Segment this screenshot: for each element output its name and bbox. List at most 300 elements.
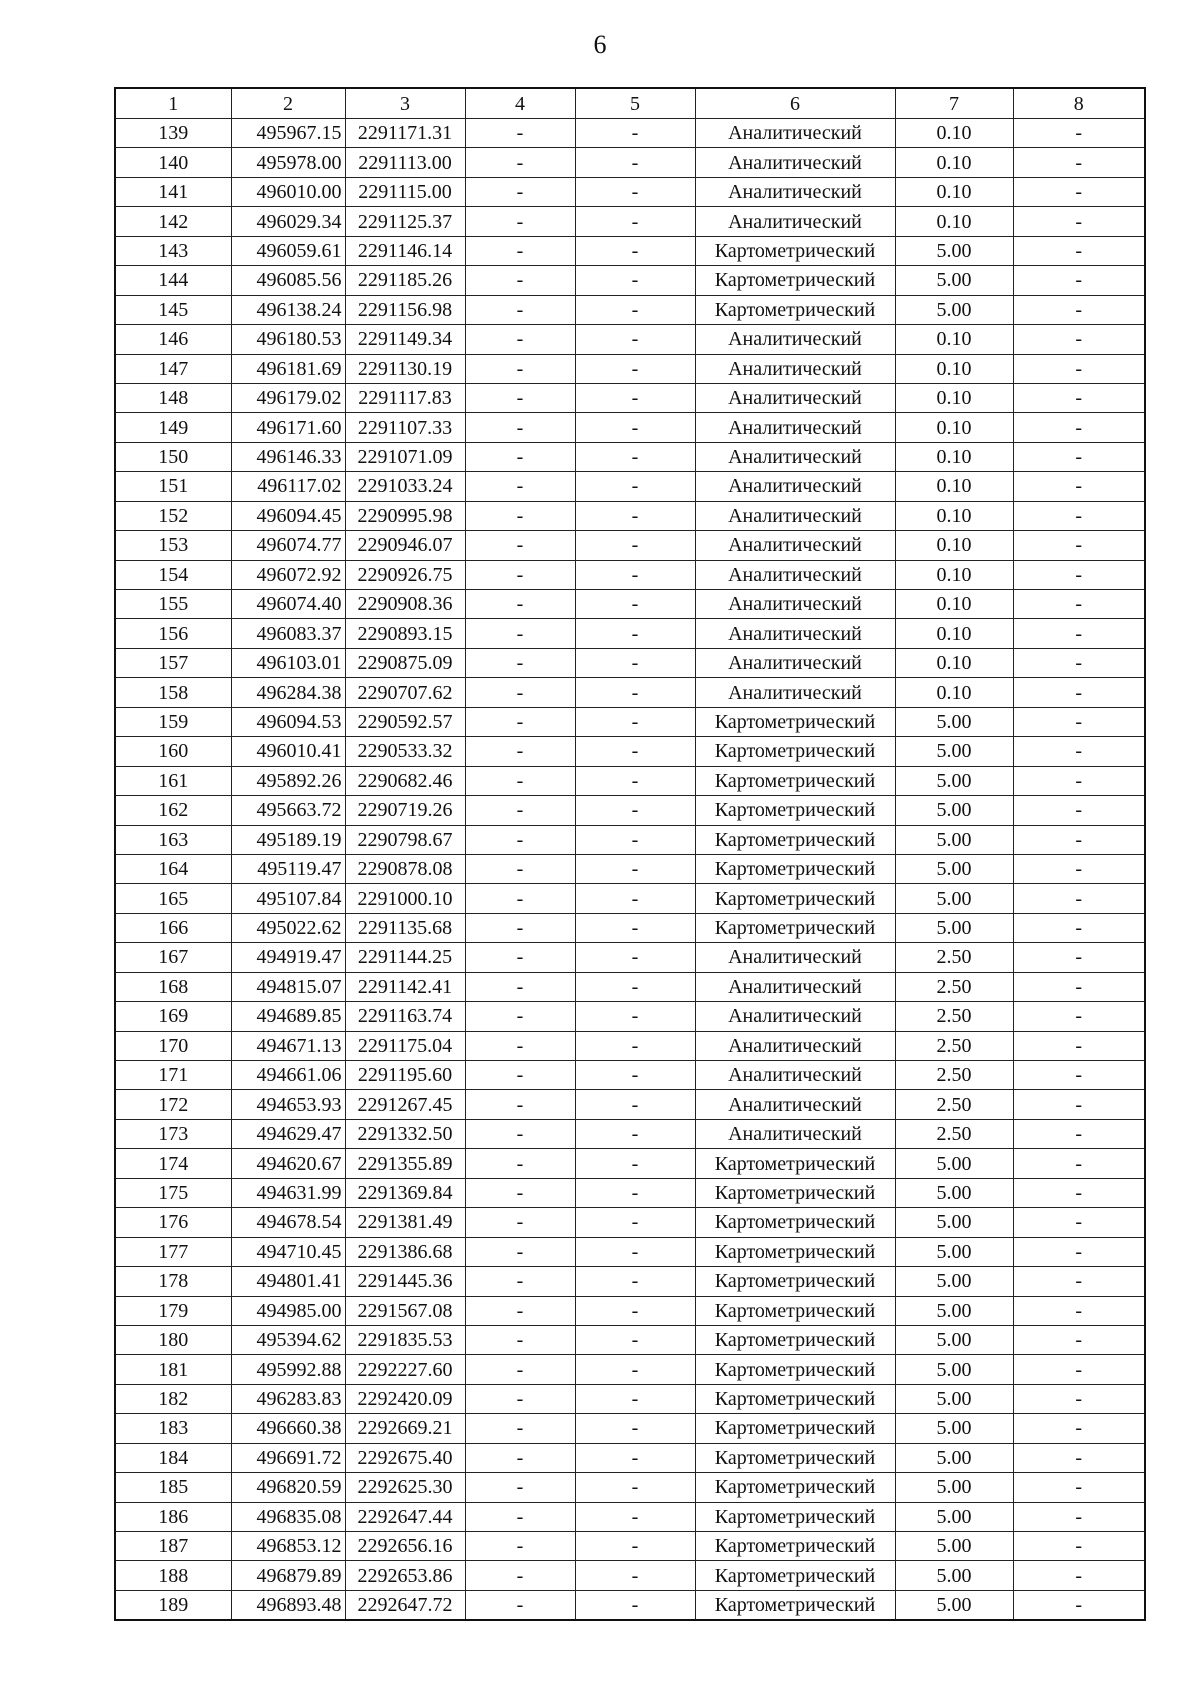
point-number-cell: 171	[115, 1061, 231, 1090]
column-5-cell: -	[575, 1561, 695, 1590]
x-coordinate-cell: 494671.13	[231, 1031, 345, 1060]
point-number-cell: 166	[115, 913, 231, 942]
x-coordinate-cell: 494801.41	[231, 1267, 345, 1296]
point-number-cell: 176	[115, 1208, 231, 1237]
column-5-cell: -	[575, 1296, 695, 1325]
y-coordinate-cell: 2290798.67	[345, 825, 465, 854]
table-row	[115, 472, 1145, 501]
table-row	[115, 884, 1145, 913]
method-cell: Аналитический	[695, 501, 895, 530]
point-number-cell: 168	[115, 972, 231, 1001]
column-5-cell: -	[575, 560, 695, 589]
header-row	[115, 88, 1145, 119]
method-cell: Аналитический	[695, 119, 895, 148]
accuracy-cell: 0.10	[895, 119, 1013, 148]
column-5-cell: -	[575, 1325, 695, 1354]
accuracy-cell: 0.10	[895, 207, 1013, 236]
x-coordinate-cell: 496074.40	[231, 590, 345, 619]
column-4-cell: -	[465, 737, 575, 766]
column-8-cell: -	[1013, 913, 1145, 942]
point-number-cell: 151	[115, 472, 231, 501]
point-number-cell: 139	[115, 119, 231, 148]
column-8-cell: -	[1013, 177, 1145, 206]
column-8-cell: -	[1013, 796, 1145, 825]
y-coordinate-cell: 2290893.15	[345, 619, 465, 648]
y-coordinate-cell: 2290533.32	[345, 737, 465, 766]
method-cell: Картометрический	[695, 1502, 895, 1531]
x-coordinate-cell: 495967.15	[231, 119, 345, 148]
column-4-cell: -	[465, 119, 575, 148]
table-row	[115, 1208, 1145, 1237]
y-coordinate-cell: 2292647.72	[345, 1590, 465, 1620]
column-4-cell: -	[465, 207, 575, 236]
y-coordinate-cell: 2291267.45	[345, 1090, 465, 1119]
column-5-cell: -	[575, 766, 695, 795]
y-coordinate-cell: 2291171.31	[345, 119, 465, 148]
method-cell: Картометрический	[695, 1384, 895, 1413]
method-cell: Картометрический	[695, 266, 895, 295]
point-number-cell: 173	[115, 1119, 231, 1148]
accuracy-cell: 5.00	[895, 295, 1013, 324]
column-4-cell: -	[465, 1237, 575, 1266]
column-8-cell: -	[1013, 972, 1145, 1001]
accuracy-cell: 5.00	[895, 884, 1013, 913]
accuracy-cell: 5.00	[895, 1178, 1013, 1207]
column-8-cell: -	[1013, 854, 1145, 883]
y-coordinate-cell: 2291149.34	[345, 325, 465, 354]
point-number-cell: 162	[115, 796, 231, 825]
point-number-cell: 144	[115, 266, 231, 295]
point-number-cell: 186	[115, 1502, 231, 1531]
column-header-3: 3	[345, 88, 465, 119]
point-number-cell: 140	[115, 148, 231, 177]
column-5-cell: -	[575, 295, 695, 324]
column-8-cell: -	[1013, 1325, 1145, 1354]
table-row	[115, 354, 1145, 383]
x-coordinate-cell: 496094.53	[231, 707, 345, 736]
column-5-cell: -	[575, 1384, 695, 1413]
table-row	[115, 1119, 1145, 1148]
column-4-cell: -	[465, 266, 575, 295]
column-5-cell: -	[575, 1002, 695, 1031]
column-8-cell: -	[1013, 236, 1145, 265]
column-4-cell: -	[465, 325, 575, 354]
column-8-cell: -	[1013, 383, 1145, 412]
column-4-cell: -	[465, 854, 575, 883]
column-4-cell: -	[465, 766, 575, 795]
table-row	[115, 560, 1145, 589]
column-5-cell: -	[575, 1031, 695, 1060]
column-8-cell: -	[1013, 295, 1145, 324]
y-coordinate-cell: 2290946.07	[345, 531, 465, 560]
table-row	[115, 325, 1145, 354]
column-4-cell: -	[465, 472, 575, 501]
point-number-cell: 175	[115, 1178, 231, 1207]
table-row	[115, 207, 1145, 236]
column-5-cell: -	[575, 678, 695, 707]
accuracy-cell: 0.10	[895, 501, 1013, 530]
table-row	[115, 442, 1145, 471]
column-5-cell: -	[575, 383, 695, 412]
y-coordinate-cell: 2290592.57	[345, 707, 465, 736]
x-coordinate-cell: 496660.38	[231, 1414, 345, 1443]
x-coordinate-cell: 496146.33	[231, 442, 345, 471]
method-cell: Аналитический	[695, 148, 895, 177]
column-8-cell: -	[1013, 560, 1145, 589]
y-coordinate-cell: 2291113.00	[345, 148, 465, 177]
x-coordinate-cell: 496138.24	[231, 295, 345, 324]
column-4-cell: -	[465, 1296, 575, 1325]
column-8-cell: -	[1013, 884, 1145, 913]
table-row	[115, 854, 1145, 883]
column-5-cell: -	[575, 590, 695, 619]
method-cell: Аналитический	[695, 325, 895, 354]
column-5-cell: -	[575, 413, 695, 442]
method-cell: Картометрический	[695, 825, 895, 854]
y-coordinate-cell: 2291033.24	[345, 472, 465, 501]
x-coordinate-cell: 496072.92	[231, 560, 345, 589]
x-coordinate-cell: 496059.61	[231, 236, 345, 265]
x-coordinate-cell: 496879.89	[231, 1561, 345, 1590]
method-cell: Картометрический	[695, 1267, 895, 1296]
x-coordinate-cell: 494710.45	[231, 1237, 345, 1266]
table-row	[115, 413, 1145, 442]
table-row	[115, 1561, 1145, 1590]
point-number-cell: 169	[115, 1002, 231, 1031]
column-4-cell: -	[465, 1590, 575, 1620]
table-row	[115, 1532, 1145, 1561]
column-5-cell: -	[575, 1061, 695, 1090]
column-8-cell: -	[1013, 119, 1145, 148]
column-5-cell: -	[575, 884, 695, 913]
column-4-cell: -	[465, 236, 575, 265]
accuracy-cell: 0.10	[895, 442, 1013, 471]
y-coordinate-cell: 2292675.40	[345, 1443, 465, 1472]
y-coordinate-cell: 2292653.86	[345, 1561, 465, 1590]
x-coordinate-cell: 494661.06	[231, 1061, 345, 1090]
x-coordinate-cell: 494678.54	[231, 1208, 345, 1237]
point-number-cell: 148	[115, 383, 231, 412]
y-coordinate-cell: 2291567.08	[345, 1296, 465, 1325]
column-4-cell: -	[465, 1090, 575, 1119]
column-5-cell: -	[575, 1590, 695, 1620]
point-number-cell: 163	[115, 825, 231, 854]
accuracy-cell: 2.50	[895, 1002, 1013, 1031]
point-number-cell: 183	[115, 1414, 231, 1443]
method-cell: Аналитический	[695, 1090, 895, 1119]
column-header-1: 1	[115, 88, 231, 119]
accuracy-cell: 0.10	[895, 648, 1013, 677]
column-4-cell: -	[465, 1473, 575, 1502]
y-coordinate-cell: 2291195.60	[345, 1061, 465, 1090]
table-row	[115, 678, 1145, 707]
column-5-cell: -	[575, 648, 695, 677]
table-row	[115, 825, 1145, 854]
point-number-cell: 157	[115, 648, 231, 677]
column-5-cell: -	[575, 1090, 695, 1119]
accuracy-cell: 0.10	[895, 678, 1013, 707]
point-number-cell: 167	[115, 943, 231, 972]
y-coordinate-cell: 2290878.08	[345, 854, 465, 883]
x-coordinate-cell: 496820.59	[231, 1473, 345, 1502]
point-number-cell: 172	[115, 1090, 231, 1119]
method-cell: Аналитический	[695, 177, 895, 206]
x-coordinate-cell: 495107.84	[231, 884, 345, 913]
column-4-cell: -	[465, 1178, 575, 1207]
x-coordinate-cell: 496074.77	[231, 531, 345, 560]
method-cell: Картометрический	[695, 1208, 895, 1237]
accuracy-cell: 0.10	[895, 354, 1013, 383]
column-5-cell: -	[575, 707, 695, 736]
column-4-cell: -	[465, 1002, 575, 1031]
column-8-cell: -	[1013, 531, 1145, 560]
column-5-cell: -	[575, 1532, 695, 1561]
column-5-cell: -	[575, 531, 695, 560]
column-8-cell: -	[1013, 1208, 1145, 1237]
accuracy-cell: 0.10	[895, 325, 1013, 354]
method-cell: Картометрический	[695, 913, 895, 942]
method-cell: Картометрический	[695, 236, 895, 265]
point-number-cell: 141	[115, 177, 231, 206]
table-row	[115, 766, 1145, 795]
point-number-cell: 158	[115, 678, 231, 707]
method-cell: Аналитический	[695, 678, 895, 707]
column-8-cell: -	[1013, 678, 1145, 707]
column-4-cell: -	[465, 619, 575, 648]
point-number-cell: 180	[115, 1325, 231, 1354]
column-5-cell: -	[575, 1237, 695, 1266]
column-5-cell: -	[575, 1267, 695, 1296]
accuracy-cell: 0.10	[895, 472, 1013, 501]
column-4-cell: -	[465, 796, 575, 825]
table-row	[115, 737, 1145, 766]
method-cell: Картометрический	[695, 1355, 895, 1384]
table-row	[115, 1002, 1145, 1031]
column-4-cell: -	[465, 943, 575, 972]
page-number: 6	[593, 30, 607, 59]
method-cell: Картометрический	[695, 854, 895, 883]
accuracy-cell: 5.00	[895, 766, 1013, 795]
column-4-cell: -	[465, 678, 575, 707]
method-cell: Картометрический	[695, 707, 895, 736]
method-cell: Картометрический	[695, 1443, 895, 1472]
column-4-cell: -	[465, 413, 575, 442]
x-coordinate-cell: 495992.88	[231, 1355, 345, 1384]
y-coordinate-cell: 2291117.83	[345, 383, 465, 412]
column-4-cell: -	[465, 1149, 575, 1178]
table-row	[115, 266, 1145, 295]
accuracy-cell: 2.50	[895, 1090, 1013, 1119]
point-number-cell: 182	[115, 1384, 231, 1413]
y-coordinate-cell: 2291369.84	[345, 1178, 465, 1207]
x-coordinate-cell: 494629.47	[231, 1119, 345, 1148]
column-5-cell: -	[575, 796, 695, 825]
table-row	[115, 1090, 1145, 1119]
accuracy-cell: 5.00	[895, 1590, 1013, 1620]
column-4-cell: -	[465, 1532, 575, 1561]
column-8-cell: -	[1013, 501, 1145, 530]
y-coordinate-cell: 2291142.41	[345, 972, 465, 1001]
column-5-cell: -	[575, 354, 695, 383]
column-5-cell: -	[575, 1178, 695, 1207]
accuracy-cell: 5.00	[895, 1149, 1013, 1178]
x-coordinate-cell: 495189.19	[231, 825, 345, 854]
column-header-7: 7	[895, 88, 1013, 119]
method-cell: Картометрический	[695, 1149, 895, 1178]
point-number-cell: 156	[115, 619, 231, 648]
table-row	[115, 1267, 1145, 1296]
accuracy-cell: 5.00	[895, 266, 1013, 295]
y-coordinate-cell: 2291000.10	[345, 884, 465, 913]
table-row	[115, 1061, 1145, 1090]
column-8-cell: -	[1013, 766, 1145, 795]
method-cell: Картометрический	[695, 1561, 895, 1590]
accuracy-cell: 5.00	[895, 1325, 1013, 1354]
column-5-cell: -	[575, 943, 695, 972]
column-8-cell: -	[1013, 1119, 1145, 1148]
point-number-cell: 149	[115, 413, 231, 442]
x-coordinate-cell: 496103.01	[231, 648, 345, 677]
accuracy-cell: 0.10	[895, 383, 1013, 412]
point-number-cell: 154	[115, 560, 231, 589]
column-4-cell: -	[465, 884, 575, 913]
table-body	[115, 119, 1145, 1621]
method-cell: Аналитический	[695, 1031, 895, 1060]
x-coordinate-cell: 496180.53	[231, 325, 345, 354]
x-coordinate-cell: 494620.67	[231, 1149, 345, 1178]
column-header-8: 8	[1013, 88, 1145, 119]
column-4-cell: -	[465, 295, 575, 324]
accuracy-cell: 5.00	[895, 1443, 1013, 1472]
accuracy-cell: 5.00	[895, 1237, 1013, 1266]
y-coordinate-cell: 2291130.19	[345, 354, 465, 383]
point-number-cell: 170	[115, 1031, 231, 1060]
column-5-cell: -	[575, 825, 695, 854]
y-coordinate-cell: 2290995.98	[345, 501, 465, 530]
table-row	[115, 295, 1145, 324]
column-8-cell: -	[1013, 266, 1145, 295]
accuracy-cell: 5.00	[895, 1532, 1013, 1561]
table-row	[115, 648, 1145, 677]
column-8-cell: -	[1013, 1296, 1145, 1325]
accuracy-cell: 0.10	[895, 531, 1013, 560]
column-4-cell: -	[465, 1443, 575, 1472]
x-coordinate-cell: 496171.60	[231, 413, 345, 442]
column-8-cell: -	[1013, 1414, 1145, 1443]
method-cell: Аналитический	[695, 472, 895, 501]
point-number-cell: 181	[115, 1355, 231, 1384]
accuracy-cell: 5.00	[895, 825, 1013, 854]
method-cell: Картометрический	[695, 737, 895, 766]
method-cell: Картометрический	[695, 1237, 895, 1266]
table-row	[115, 1473, 1145, 1502]
column-8-cell: -	[1013, 354, 1145, 383]
x-coordinate-cell: 496085.56	[231, 266, 345, 295]
accuracy-cell: 2.50	[895, 1119, 1013, 1148]
y-coordinate-cell: 2291386.68	[345, 1237, 465, 1266]
point-number-cell: 187	[115, 1532, 231, 1561]
x-coordinate-cell: 496010.41	[231, 737, 345, 766]
point-number-cell: 161	[115, 766, 231, 795]
column-header-5: 5	[575, 88, 695, 119]
x-coordinate-cell: 496029.34	[231, 207, 345, 236]
table-row	[115, 177, 1145, 206]
column-4-cell: -	[465, 707, 575, 736]
method-cell: Аналитический	[695, 590, 895, 619]
method-cell: Аналитический	[695, 1119, 895, 1148]
column-8-cell: -	[1013, 1473, 1145, 1502]
column-5-cell: -	[575, 1355, 695, 1384]
accuracy-cell: 0.10	[895, 148, 1013, 177]
x-coordinate-cell: 496283.83	[231, 1384, 345, 1413]
column-5-cell: -	[575, 1443, 695, 1472]
y-coordinate-cell: 2291071.09	[345, 442, 465, 471]
method-cell: Картометрический	[695, 1325, 895, 1354]
column-8-cell: -	[1013, 1178, 1145, 1207]
column-8-cell: -	[1013, 207, 1145, 236]
y-coordinate-cell: 2291146.14	[345, 236, 465, 265]
column-4-cell: -	[465, 972, 575, 1001]
accuracy-cell: 5.00	[895, 796, 1013, 825]
column-4-cell: -	[465, 148, 575, 177]
table-row	[115, 1149, 1145, 1178]
column-5-cell: -	[575, 737, 695, 766]
accuracy-cell: 0.10	[895, 560, 1013, 589]
column-8-cell: -	[1013, 472, 1145, 501]
column-8-cell: -	[1013, 442, 1145, 471]
column-8-cell: -	[1013, 1561, 1145, 1590]
method-cell: Аналитический	[695, 531, 895, 560]
table-row	[115, 619, 1145, 648]
column-4-cell: -	[465, 590, 575, 619]
method-cell: Аналитический	[695, 648, 895, 677]
column-8-cell: -	[1013, 1355, 1145, 1384]
y-coordinate-cell: 2291135.68	[345, 913, 465, 942]
accuracy-cell: 2.50	[895, 943, 1013, 972]
y-coordinate-cell: 2291175.04	[345, 1031, 465, 1060]
column-8-cell: -	[1013, 1031, 1145, 1060]
y-coordinate-cell: 2292669.21	[345, 1414, 465, 1443]
table-row	[115, 796, 1145, 825]
column-8-cell: -	[1013, 1090, 1145, 1119]
column-4-cell: -	[465, 560, 575, 589]
column-4-cell: -	[465, 1325, 575, 1354]
x-coordinate-cell: 495663.72	[231, 796, 345, 825]
table-row	[115, 119, 1145, 148]
accuracy-cell: 2.50	[895, 972, 1013, 1001]
column-8-cell: -	[1013, 825, 1145, 854]
table-row	[115, 501, 1145, 530]
table-row	[115, 1325, 1145, 1354]
method-cell: Аналитический	[695, 619, 895, 648]
accuracy-cell: 5.00	[895, 1561, 1013, 1590]
column-8-cell: -	[1013, 619, 1145, 648]
x-coordinate-cell: 495394.62	[231, 1325, 345, 1354]
column-4-cell: -	[465, 531, 575, 560]
method-cell: Картометрический	[695, 1590, 895, 1620]
column-5-cell: -	[575, 501, 695, 530]
method-cell: Картометрический	[695, 295, 895, 324]
column-5-cell: -	[575, 148, 695, 177]
column-5-cell: -	[575, 1119, 695, 1148]
column-8-cell: -	[1013, 1149, 1145, 1178]
x-coordinate-cell: 494919.47	[231, 943, 345, 972]
column-8-cell: -	[1013, 413, 1145, 442]
column-4-cell: -	[465, 1119, 575, 1148]
y-coordinate-cell: 2292647.44	[345, 1502, 465, 1531]
column-8-cell: -	[1013, 1002, 1145, 1031]
column-8-cell: -	[1013, 1532, 1145, 1561]
